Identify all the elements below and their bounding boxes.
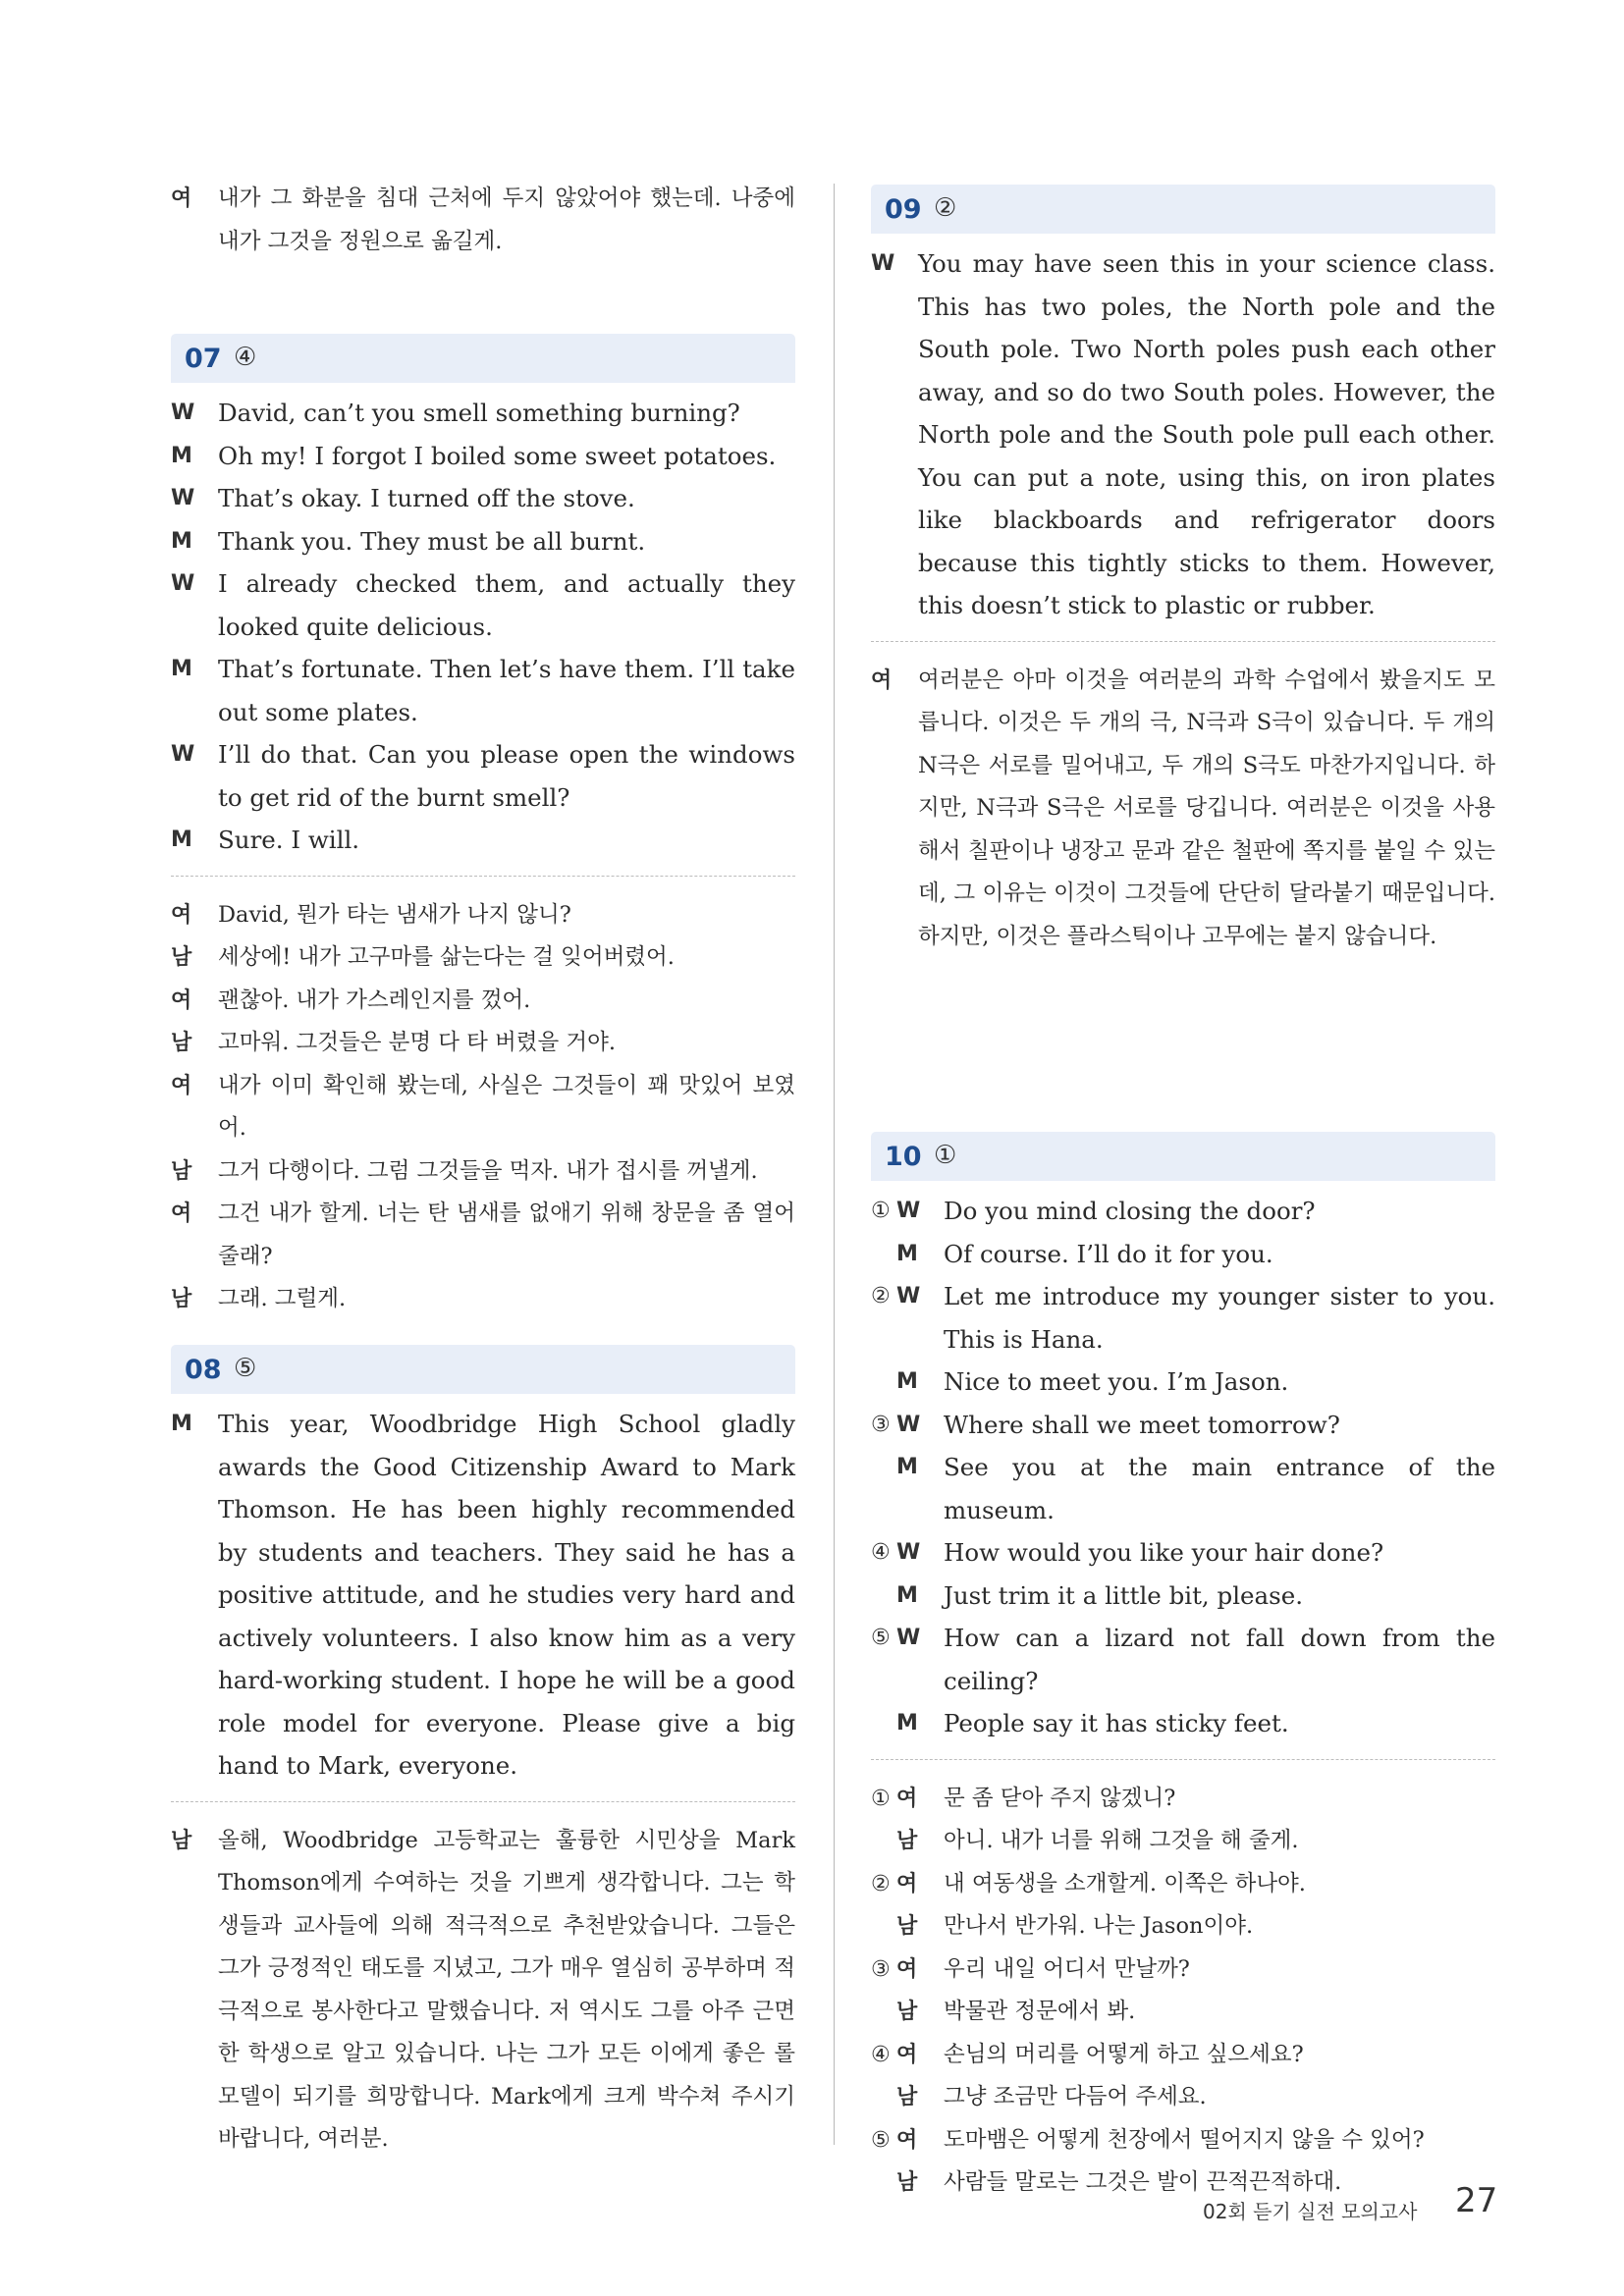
option-number: ⑤ [871,1626,891,1650]
dialogue-line [871,1275,1495,1361]
dialogue-line [171,980,795,1023]
line-text: 사람들 말로는 그것은 발이 끈적끈적하대. [944,2169,1342,2195]
line-text: Nice to meet you. I’m Jason. [944,1367,1289,1396]
question-number: 10 [885,1142,922,1172]
dialogue-line [171,936,795,980]
dialogue-line [871,1991,1495,2034]
question-answer: ① [934,1141,957,1170]
line-text: People say it has sticky feet. [944,1709,1289,1737]
line-text: 여러분은 아마 이것을 여러분의 과학 수업에서 봤을지도 모릅니다. 이것은 두 개의 극, N극과 S극이 있습니다. 두 개의 N극은 서로를 밀어내고, 두 개의 S극도 마찬가지입니다. 하지만, N극과 S극은 서로를 당깁니다. 여러분은 이것을 사용해서 칠판이나 냉장고 문과 같은 철판에 쪽지를 붙일 수 있는데, 그 이유는 이것이 그것들에 단단히 달라붙기 때문입니다. 하지만, 이것은 플라스틱이나 고무에는 붙지 않습니다. [918,667,1495,949]
speaker-label: M [171,528,192,554]
speaker-code: W [896,1199,921,1223]
line-text: 내가 그 화분을 침대 근처에 두지 않았어야 했는데. 나중에 내가 그것을 정원으로 옮길게. [218,186,795,254]
speaker-code: W [896,1412,921,1437]
speaker-label: M [171,1412,192,1436]
speaker-label: 여 [171,902,192,928]
question-header [871,185,1495,234]
line-text: 도마뱀은 어떻게 천장에서 떨어지지 않을 수 있어? [944,2126,1425,2153]
dialogue-line [871,1949,1495,1992]
line-text: Just trim it a little bit, please. [944,1580,1303,1610]
dialogue-line [171,894,795,937]
speaker-label [871,1190,944,1233]
dialogue-line [871,1778,1495,1821]
dialogue-line [871,1190,1495,1233]
line-text: How would you like your hair done? [944,1538,1384,1567]
speaker-label [871,1404,944,1447]
option-number: ⑤ [871,2127,891,2153]
speaker-code: 남 [896,2085,918,2109]
speaker-label [871,1863,944,1906]
dialogue-line [871,2034,1495,2077]
korean-script [171,1820,795,2162]
line-text: 문 좀 닫아 주지 않겠니? [944,1785,1176,1811]
speaker-code: 남 [896,2170,918,2195]
line-text: Where shall we meet tomorrow? [944,1410,1340,1439]
speaker-code: M [896,1241,918,1266]
speaker-label: M [171,828,192,852]
dialogue-line [871,2076,1495,2119]
speaker-code: W [896,1284,921,1308]
line-text: Do you mind closing the door? [944,1197,1316,1225]
speaker-label: W [871,251,895,276]
korean-script [871,1778,1495,2205]
line-text: 고마워. 그것들은 분명 다 타 버렸을 거야. [218,1030,616,1055]
column-divider [834,184,835,2145]
speaker-label: M [171,443,192,468]
speaker-label [871,1361,944,1404]
speaker-code: W [896,1626,921,1650]
line-text: Let me introduce my younger sister to you. This is Hana. [944,1282,1495,1354]
speaker-code: 여 [896,1786,918,1811]
dialogue-line [871,1702,1495,1745]
speaker-label: 여 [171,187,192,211]
dialogue-line [171,1403,795,1788]
dialogue-line [171,1022,795,1065]
dialogue-line [171,435,795,478]
line-text: 아니. 내가 너를 위해 그것을 해 줄게. [944,1828,1299,1853]
line-text: David, 뭔가 타는 냄새가 나지 않니? [218,901,571,928]
speaker-label: M [171,657,192,681]
english-script [871,1190,1495,2205]
question-header [171,334,795,383]
korean-script [871,660,1495,959]
line-text: 세상에! 내가 고구마를 삶는다는 걸 잊어버렸어. [218,944,675,970]
speaker-label: 남 [171,1287,192,1311]
line-text: I already checked them, and actually they looked quite delicious. [218,569,795,641]
line-text: Oh my! I forgot I boiled some sweet potatoes. [218,441,777,470]
speaker-label [871,2162,944,2205]
speaker-code: W [896,1540,921,1565]
speaker-code: 남 [896,2000,918,2024]
speaker-label: W [171,400,195,425]
dialogue-line [171,477,795,520]
line-text: 내가 이미 확인해 봤는데, 사실은 그것들이 꽤 맛있어 보였어. [218,1072,795,1141]
dialogue-line [871,1233,1495,1276]
speaker-code: M [896,1711,918,1735]
page-number: 27 [1455,2181,1498,2220]
speaker-label [871,1991,944,2034]
option-number: ③ [871,1956,891,1982]
dashed-separator [871,641,1495,642]
speaker-label [871,2034,944,2077]
speaker-code: M [896,1369,918,1394]
dialogue-line [171,819,795,862]
dialogue-line [171,648,795,733]
speaker-label: 남 [171,1158,192,1184]
intro-dialogue [171,178,795,263]
speaker-label: 남 [171,945,192,970]
dialogue-line [871,1820,1495,1863]
line-text: 그건 내가 할게. 너는 탄 냄새를 없애기 위해 창문을 좀 열어 줄래? [218,1201,795,1269]
line-text: 그래. 그럴게. [218,1286,347,1311]
speaker-label: W [171,742,195,767]
line-text: 우리 내일 어디서 만날까? [944,1955,1190,1982]
speaker-code: 여 [896,1871,918,1896]
speaker-label: 남 [171,1031,192,1055]
speaker-code: M [896,1582,918,1608]
speaker-code: 여 [896,2127,918,2153]
dialogue-line [871,1863,1495,1906]
speaker-label [871,1617,944,1702]
speaker-label [871,1905,944,1949]
line-text: 그냥 조금만 다듬어 주세요. [944,2084,1207,2109]
speaker-label [871,2076,944,2119]
speaker-code: 남 [896,1829,918,1853]
line-text: 만나서 반가워. 나는 Jason이야. [944,1913,1254,1939]
dialogue-line [871,1531,1495,1575]
dialogue-line [871,1575,1495,1618]
dialogue-line [871,1404,1495,1447]
speaker-label [871,1531,944,1575]
question-answer: ② [934,193,957,223]
line-text: This year, Woodbridge High School gladly awards the Good Citizenship Award to Mark Thomson. He has been highly recommended by students and teachers. They said he has a positive attitude, and he studies very hard and actively volunteers. I also know him as a very hard-working student. I hope he will be a good role model for everyone. Please give a big hand to Mark, everyone. [218,1410,795,1780]
speaker-label [871,1778,944,1821]
dashed-separator [871,1759,1495,1760]
speaker-code: 여 [896,1956,918,1982]
option-number: ④ [871,1540,891,1565]
speaker-label: 남 [171,1828,192,1853]
dialogue-line [171,392,795,435]
speaker-label [871,1702,944,1745]
speaker-label [871,1233,944,1276]
line-text: 내 여동생을 소개할게. 이쪽은 하나야. [944,1870,1306,1896]
dialogue-line [871,660,1495,959]
line-text: See you at the main entrance of the museum. [944,1453,1495,1524]
question-answer: ⑤ [234,1354,257,1383]
speaker-label: 여 [171,1073,192,1098]
line-text: How can a lizard not fall down from the ceiling? [944,1624,1495,1695]
question-answer: ④ [234,343,257,372]
line-text: 박물관 정문에서 봐. [944,1999,1136,2024]
dialogue-line [171,1065,795,1150]
dashed-separator [171,1801,795,1802]
dialogue-line [171,178,795,263]
speaker-label [871,1575,944,1618]
dialogue-line [871,242,1495,627]
line-text: You may have seen this in your science class. This has two poles, the North pole and the South pole. Two North poles push each other away, and so do two South poles. However, the North pole and the South pole pull each other. You can put a note, using this, on iron plates like blackboards and refrigerator doors because this tightly sticks to them. However, this doesn’t stick to plastic or rubber. [918,249,1495,619]
line-text: I’ll do that. Can you please open the windows to get rid of the burnt smell? [218,740,795,812]
option-number: ② [871,1871,891,1896]
line-text: Of course. I’ll do it for you. [944,1239,1273,1268]
option-number: ④ [871,2042,891,2067]
line-text: That’s fortunate. Then let’s have them. I’ll take out some plates. [218,655,795,726]
dialogue-line [871,1905,1495,1949]
speaker-label [871,1949,944,1992]
speaker-label [871,2119,944,2163]
line-text: 올해, Woodbridge 고등학교는 훌륭한 시민상을 Mark Thomson에게 수여하는 것을 기쁘게 생각합니다. 그는 학생들과 교사들에 의해 적극적으로 추천받았습니다. 그들은 그가 긍정적인 태도를 지녔고, 그가 매우 열심히 공부하며 적극적으로 봉사한다고 말했습니다. 저 역시도 그를 아주 근면한 학생으로 알고 있습니다. 나는 그가 모든 이에게 좋은 롤 모델이 되기를 희망합니다. Mark에게 크게 박수쳐 주시기 바랍니다, 여러분. [218,1827,795,2152]
dialogue-line [171,1150,795,1194]
dialogue-line [171,1193,795,1278]
question-header [171,1345,795,1394]
dialogue-line [171,733,795,819]
english-script [871,242,1495,958]
line-text: 그거 다행이다. 그럼 그것들을 먹자. 내가 접시를 꺼낼게. [218,1157,758,1184]
question-number: 08 [185,1355,222,1385]
korean-script [171,894,795,1321]
line-text: 괜찮아. 내가 가스레인지를 껐어. [218,987,531,1013]
line-text: That’s okay. I turned off the stove. [218,484,635,512]
option-number: ② [871,1284,891,1308]
speaker-label [871,1446,944,1531]
option-number: ① [871,1199,891,1223]
line-text: 손님의 머리를 어떻게 하고 싶으세요? [944,2041,1304,2067]
dialogue-line [871,1361,1495,1404]
line-text: Thank you. They must be all burnt. [218,526,646,556]
dialogue-line [171,1278,795,1321]
question-number: 07 [185,344,222,374]
speaker-label: 여 [171,988,192,1013]
speaker-label [871,1275,944,1361]
option-number: ③ [871,1412,891,1437]
dialogue-line [171,562,795,648]
english-script [171,392,795,1321]
question-header [871,1132,1495,1181]
speaker-code: 여 [896,2042,918,2067]
line-text: Sure. I will. [218,826,360,854]
dialogue-line [871,1617,1495,1702]
english-script [171,1403,795,2162]
line-text: David, can’t you smell something burning? [218,399,740,427]
option-number: ① [871,1786,891,1811]
speaker-code: 남 [896,1914,918,1939]
speaker-label: W [171,571,195,596]
footer-test-label: 02회 듣기 실전 모의고사 [1203,2200,1418,2223]
dialogue-line [171,520,795,563]
dashed-separator [171,876,795,877]
question-number: 09 [885,194,922,225]
speaker-label [871,1820,944,1863]
dialogue-line [171,1820,795,2162]
dialogue-line [871,1446,1495,1531]
speaker-code: M [896,1455,918,1479]
speaker-label: W [171,486,195,510]
dialogue-line [871,2119,1495,2163]
speaker-label: 여 [171,1201,192,1226]
speaker-label: 여 [871,667,893,693]
